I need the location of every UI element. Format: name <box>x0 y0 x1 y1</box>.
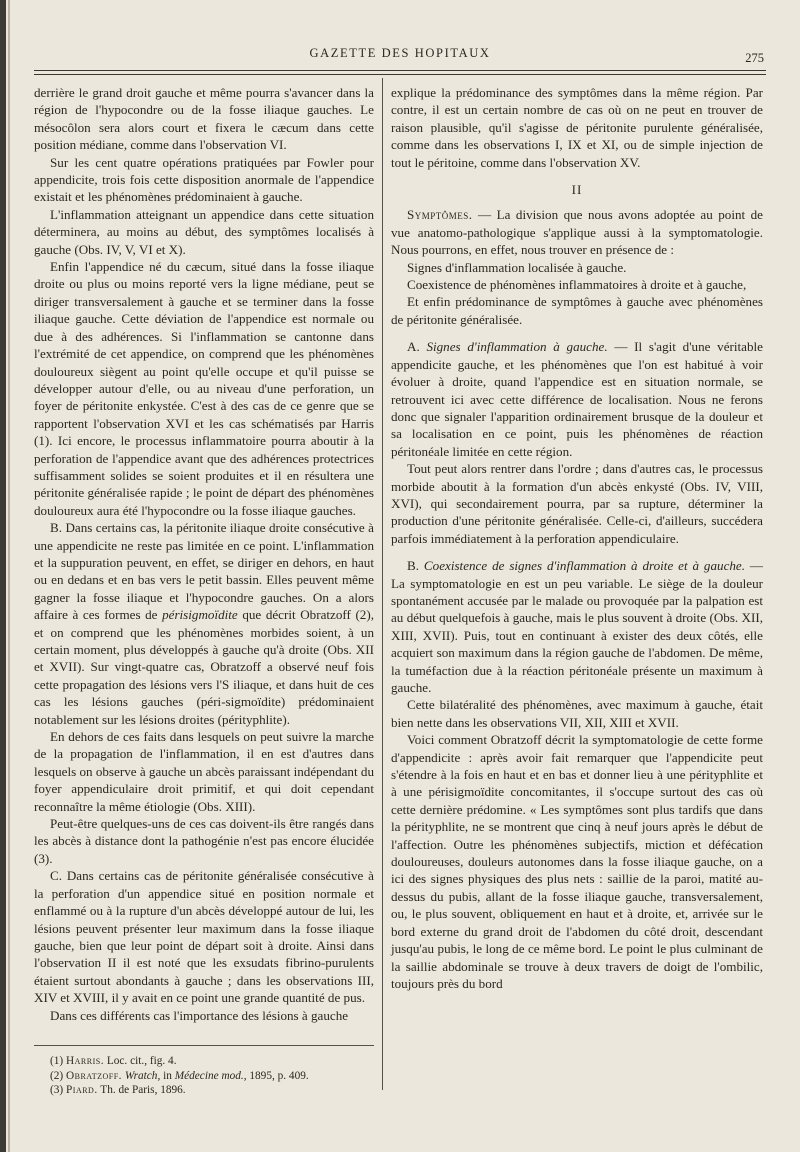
paragraph-text: B. Dans certains cas, la péritonite iliaque droite consécutive à une appendicite ne reste pas limitée en ce point. L'inflammation et la suppuration peuvent, en effet, se diriger en dehors, en haut ou en dedans et en bas vers le petit bassin. Elles peuvent même gagner la fosse iliaque et l'hypocondre gauches. On a alors affaire à ces formes de <box>34 520 374 623</box>
paragraph <box>34 519 374 728</box>
footnote-1: (1) Harris. Loc. cit., fig. 4. <box>50 1055 177 1067</box>
paragraph: L'inflammation atteignant un appendice dans cette situation déterminera, au moins au début, des symptômes localisés à gauche (Obs. IV, V, VI et X). <box>34 206 374 257</box>
footnote-journal: Médecine mod. <box>174 1069 244 1082</box>
paragraph <box>391 557 763 696</box>
page-number: 275 <box>745 51 764 65</box>
paragraph: Sur les cent quatre opérations pratiquées par Fowler pour appendicite, trois fois cette disposition anormale de l'appendice existait et les phénomènes prédominaient à gauche. <box>34 154 374 205</box>
running-title: GAZETTE DES HOPITAUX <box>309 46 491 60</box>
paragraph: En dehors de ces faits dans lesquels on peut suivre la marche de la propagation de l'inflammation, il en est d'autres dans lesquels on observe à gauche un abcès paraissant indépendant du foyer appendiculaire droit primitif, et qui doit cependant reconnaître la même étiologie (Obs. XIII). <box>34 729 374 814</box>
subsection-title: Signes d'inflammation à gauche. <box>426 339 608 355</box>
section-title: II <box>571 182 583 198</box>
paragraph: Peut-être quelques-uns de ces cas doivent-ils être rangés dans les abcès à distance dont la pathogénie n'est pas encore élucidée (3). <box>34 816 374 866</box>
paragraph: Enfin l'appendice né du cæcum, situé dans la fosse iliaque droite ou plus ou moins reporté vers la ligne médiane, peut se diriger transversalement à gauche et se terminer dans la fosse iliaque gauche. Cette déviation de l'appendice est normale ou due à des adhérences. Si l'inflammation se cantonne dans l'extrémité de cet appendice, on comprend que les phénomènes douloureux siègent au point qu'elle occupe et qu'il puisse se développer autour d'elle, ou au niveau d'une perforation, un foyer de péritonite enkystée. C'est à des cas de ce genre que se rapportent l'observation XVI et les cas schématisés par Harris (1). Ici encore, le processus inflammatoire pourra aboutir à la perforation de l'appendice avant que des adhérences protectrices suffisamment solides se soient produites et il en résultera une péritonite généralisée rapide ; le point de départ des phénomènes douloureux aura été l'hypocondre ou la fosse iliaque gauches. <box>34 259 374 518</box>
footnote-author: Harris. <box>66 1055 105 1067</box>
paragraph-text: que décrit Obratzoff (2), et on comprend que les phénomènes morbides soient, à un certain moment, plus développés à gauche qu'à droite (Obs. XII et XVII). Sur vingt-quatre cas, Obratzoff a observé neuf fois cette propagation des lésions vers l'S iliaque, et dans huit de ces cas les lésions gauches (péri-sigmoïdite) prédominaient notablement sur les lésions droites (pérityphlite). <box>34 607 374 727</box>
footnotes <box>34 1045 374 1098</box>
paragraph: Voici comment Obratzoff décrit la symptomatologie de cette forme d'appendicite : après avoir fait remarquer que l'appendicite peut s'étendre à la fois en haut et en bas et donner lieu à une pérityphlite et à une périsigmoïdite concomitantes, il s'occupe surtout des cas où cette dernière prédomine. « Les symptômes sont plus tardifs que dans la pérityphlite, ne se montrent que cinq à neuf jours après le début de l'affection. Outre les phénomènes subjectifs, miction et défécation douloureuses, douleurs autonomes dans la fosse iliaque gauche, on a ici des signes physiques des plus nets : saillie de la paroi, matité au-dessus du pubis, allant de la fosse iliaque gauche, transversalement, ou, le plus souvent, obliquement en haut et à droite, et, arrivée sur le bord externe du grand droit de l'abdomen du côté droit, descendant jusqu'au pubis, le long de ce même bord. Le point le plus culminant de la saillie abdominale se trouve à deux travers de doigt de l'ombilic, toujours près du bord <box>391 732 763 991</box>
paragraph <box>391 206 763 258</box>
left-column <box>34 84 374 1024</box>
footnote-text: Loc. cit., fig. 4. <box>104 1055 177 1067</box>
subsection-label: A. <box>407 339 420 355</box>
paragraph <box>391 338 763 460</box>
list-item: Coexistence de phénomènes inflammatoires à droite et à gauche, <box>407 277 747 293</box>
paragraph: Dans ces différents cas l'importance des lésions à gauche <box>50 1007 349 1023</box>
footnote-rule <box>34 1045 374 1046</box>
paragraph: explique la prédominance des symptômes dans la même région. Par contre, il est un certain nombre de cas où on ne peut en trouver de raison plausible, qu'il s'agisse de péritonite purulente généralisée, comme dans les observations I, IX et XI, ou de simple injection de tout le péritoine, comme dans l'observation XV. <box>391 85 763 170</box>
italic-term: périsigmoïdite <box>162 607 238 623</box>
paragraph: Cette bilatéralité des phénomènes, avec maximum à gauche, était bien nette dans les observations VII, XII, XIII et XVII. <box>391 697 763 730</box>
right-column <box>391 84 763 992</box>
section-label: Symptômes. <box>407 207 473 223</box>
footnote-text: Th. de Paris, 1896. <box>97 1084 186 1096</box>
paragraph: C. Dans certains cas de péritonite généralisée consécutive à la perforation d'un appendice situé en position normale et enflammé ou à la rupture d'un abcès développé autour de lui, les lésions peuvent présenter leur maximum dans la fosse iliaque gauche, bien que leur point de départ soit à droite. Ainsi dans l'observation II il est noté que les exsudats fibrino-purulents étaient surtout abondants à gauche ; dans les observations III, XIV et XVIII, il y avait en ce point une grande quantité de pus. <box>34 868 374 1006</box>
column-divider <box>382 78 383 1090</box>
footnote-journal: Wratch, <box>122 1069 161 1082</box>
footnote-3: (3) Piard. Th. de Paris, 1896. <box>50 1084 186 1096</box>
paragraph-text: — Il s'agit d'une véritable appendicite gauche, et les phénomènes que l'on est habitué à voir évoluer à droite, quand l'appendice est en situation normale, se retrouvent ici avec cette différence de localisation. Nous ne ferons donc que signaler l'apparition ordinairement brusque de la douleur et sa localisation en ce point, puis les phénomènes de réaction péritonéale limitée en cette région. <box>391 339 763 459</box>
paragraph: Tout peut alors rentrer dans l'ordre ; dans d'autres cas, le processus morbide aboutit à la formation d'un abcès enkysté (Obs. IV, VIII, XVI), qui secondairement pourra, par sa rupture, déterminer la production d'une péritonite généralisée. Celle-ci, d'ailleurs, succédera parfois immédiatement à la perforation appendiculaire. <box>391 461 763 546</box>
header-rule-top <box>34 70 766 71</box>
header-rule-bottom <box>34 74 766 75</box>
paragraph-text: — La division que nous avons adoptée au point de vue anatomo-pathologique s'applique aussi à la symptomatologie. Nous pourrons, en effet, nous trouver en présence de : <box>391 207 763 258</box>
page-header <box>34 46 766 68</box>
footnote-author: Piard. <box>66 1084 98 1096</box>
subsection-label: B. <box>407 558 420 574</box>
binding-edge <box>0 0 6 1152</box>
footnote-author: Obratzoff. <box>66 1069 122 1082</box>
list-item: Signes d'inflammation localisée à gauche. <box>407 259 627 275</box>
footnote-text: , 1895, p. 409. <box>243 1069 309 1082</box>
binding-edge-line <box>8 0 10 1152</box>
paragraph: derrière le grand droit gauche et même pourra s'avancer dans la région de l'hypocondre ou de la fosse iliaque gauches. Le mésocôlon sera alors court et fixera le cæcum dans cette position médiane, comme dans l'observation VI. <box>34 85 374 153</box>
subsection-title: Coexistence de signes d'inflammation à droite et à gauche. <box>423 558 746 574</box>
footnote-text: in <box>160 1069 175 1082</box>
footnote-2: (2) Obratzoff. Wratch, in Médecine mod., 1895, p. 409. <box>50 1069 309 1082</box>
paragraph-text: — La symptomatologie en est un peu variable. Le siège de la douleur spontanément accusée par le malade ou provoquée par la palpation est au début quelquefois à gauche, mais le plus souvent à droite (Obs. XII, XIII, XVII). Puis, tout en continuant à exister des deux côtés, elle acquiert son maximum dans la région gauche de l'abdomen. De même, la tuméfaction due à la réaction péritonéale présente un maximum à gauche. <box>391 558 764 695</box>
list-item: Et enfin prédominance de symptômes à gauche avec phénomènes de péritonite généralisée. <box>391 294 763 327</box>
